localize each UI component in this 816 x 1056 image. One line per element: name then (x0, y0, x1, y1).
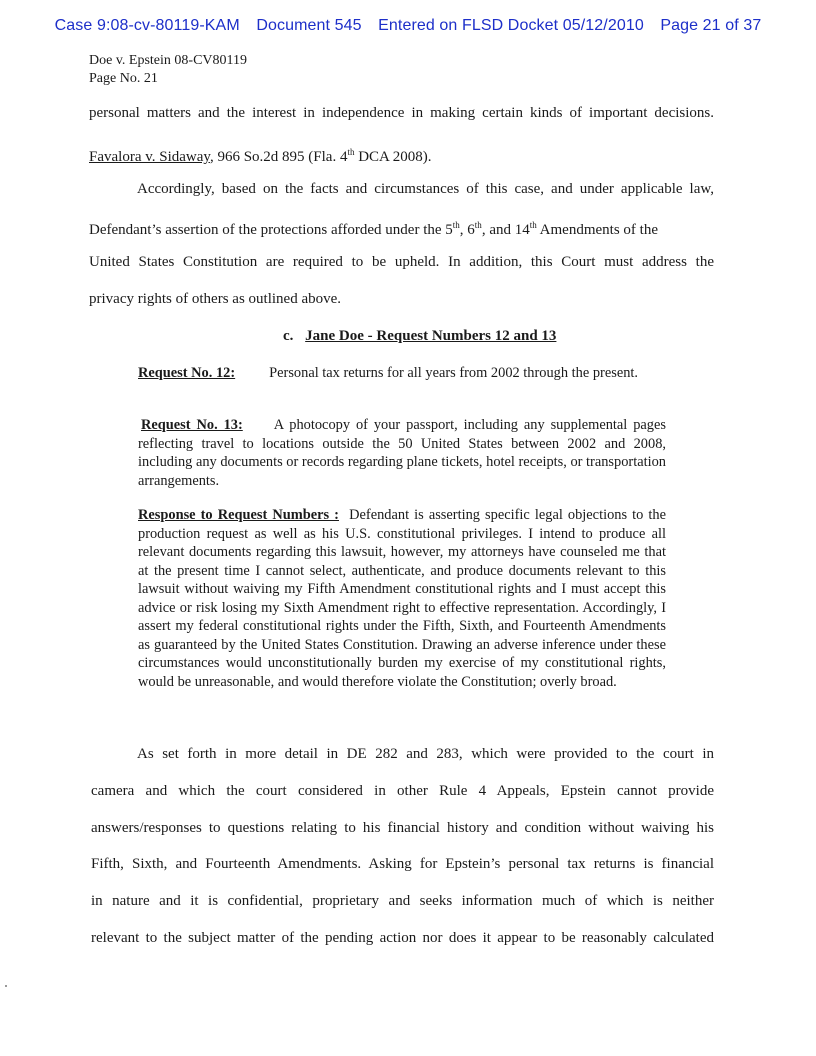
response-block (138, 506, 666, 691)
running-header (89, 52, 247, 88)
request-13-block (138, 416, 666, 490)
paragraph-line: personal matters and the interest in independence in making certain kinds of important decisions. (89, 105, 714, 121)
paragraph-line: in nature and it is confidential, proprietary and seeks information much of which is neither (91, 893, 714, 909)
paragraph-line: Accordingly, based on the facts and circumstances of this case, and under applicable law, (137, 181, 714, 197)
scan-speck (5, 985, 7, 987)
response-text: Defendant is asserting specific legal objections to the production request as well as his U.S. constitutional privileges. I intend to produce all relevant documents regarding this lawsuit, however, my attorneys have counseled me that at the present time I cannot select, authenticate, and produce documents relevant to this lawsuit without waiving my Fifth Amendment constitutional rights and I must accept this advice or risk losing my Sixth Amendment right to effective representation. Accordingly, I assert my federal constitutional rights under the Fifth, Sixth, and Fourteenth Amendments as guaranteed by the United States Constitution. Drawing an adverse inference under these circumstances would unconstitutionally burden my exercise of my constitutional rights, would be unreasonable, and would therefore violate the Constitution; overly broad. (138, 507, 666, 690)
request-12-text: Personal tax returns for all years from 2002 through the present. (269, 365, 638, 381)
paragraph-line: camera and which the court considered in other Rule 4 Appeals, Epstein cannot provide (91, 783, 714, 799)
request-13-text: A photocopy of your passport, including any supplemental pages reflecting travel to locations outside the 50 United States between 2002 and 2008, including any documents or records regarding plane tickets, hotel receipts, or transportation arrangements. (138, 417, 666, 489)
section-title: Jane Doe - Request Numbers 12 and 13 (305, 328, 557, 344)
citation-line: Favalora v. Sidaway, 966 So.2d 895 (Fla. 4th DCA 2008). (89, 147, 432, 165)
case-caption: Doe v. Epstein 08-CV80119 (89, 53, 247, 68)
paragraph-line: United States Constitution are required to be upheld. In addition, this Court must address the (89, 254, 714, 270)
stamp-case-number: Case 9:08-cv-80119-KAM (54, 17, 240, 34)
response-label: Response to Request Numbers : (138, 507, 339, 523)
request-12-block (138, 364, 666, 383)
citation-case-name: Favalora v. Sidaway (89, 149, 210, 165)
request-12-label: Request No. 12: (138, 365, 236, 381)
section-letter: c. (283, 328, 294, 344)
stamp-page-count: Page 21 of 37 (660, 17, 762, 34)
paragraph-line: Fifth, Sixth, and Fourteenth Amendments. Asking for Epstein’s personal tax returns is financial (91, 856, 714, 872)
paragraph-line: privacy rights of others as outlined above. (89, 291, 342, 307)
paragraph-line: answers/responses to questions relating to his financial history and condition without waiving his (91, 820, 714, 836)
paragraph-line: Defendant’s assertion of the protections afforded under the 5th, 6th, and 14th Amendments of the (89, 220, 658, 238)
court-filing-stamp (0, 17, 816, 35)
stamp-document-number: Document 545 (256, 17, 362, 34)
paragraph-line: relevant to the subject matter of the pending action nor does it appear to be reasonably calculated (91, 930, 714, 946)
request-13-label: Request No. 13: (141, 417, 243, 433)
stamp-entered-date: Entered on FLSD Docket 05/12/2010 (378, 17, 644, 34)
page-number: Page No. 21 (89, 71, 158, 86)
paragraph-line: As set forth in more detail in DE 282 and 283, which were provided to the court in (137, 746, 714, 762)
section-heading (283, 327, 556, 345)
